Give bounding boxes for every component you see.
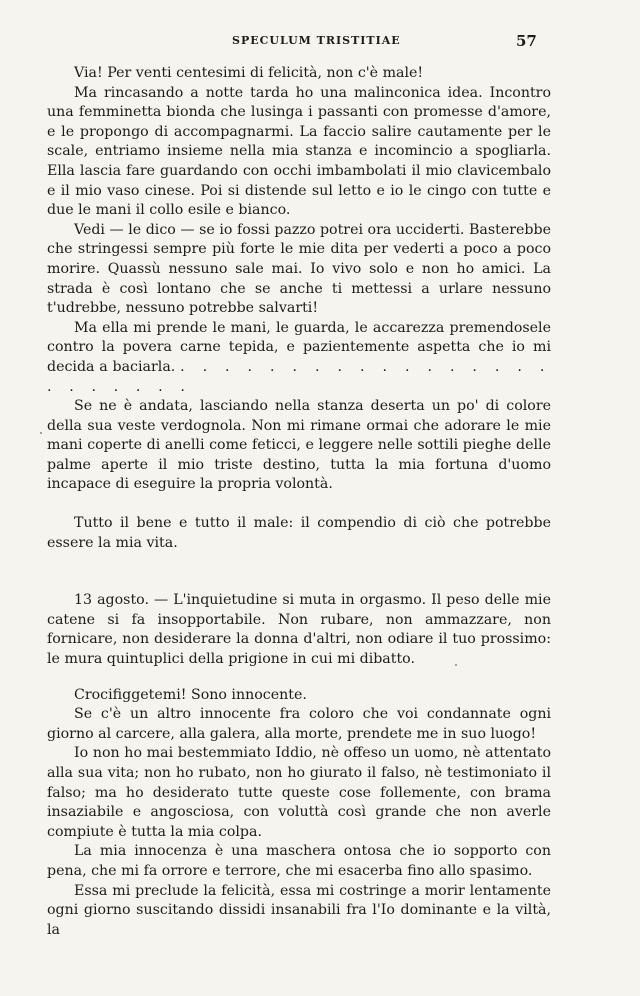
running-title: SPECULUM TRISTITIAE <box>232 34 401 47</box>
paragraph <box>47 319 551 397</box>
paper-speck <box>455 664 457 666</box>
paragraph: La mia innocenza è una maschera ontosa che io sopporto con pena, che mi fa orrore e terrore, che mi esacerba fino allo spasimo. <box>47 843 551 879</box>
paragraph: Se ne è andata, lasciando nella stanza deserta un po' di colore della sua veste verdognola. Non mi rimane ormai che adorare le mie mani coperte di anelli come feticci, e leggere nelle sottili pieghe delle palme aperte il mio triste destino, tutta la mia fortuna d'uomo incapace di eseguire la propria volontà. <box>47 398 551 493</box>
paragraph: Ma rincasando a notte tarda ho una malinconica idea. Incontro una femminetta bionda che lusinga i passanti con promesse d'amore, e le propongo di accompagnarmi. La faccio salire cautamente per le scale, entriamo insieme nella mia stanza e incomincio a spogliarla. Ella lascia fare guardando con occhi imbambolati il mio clavicembalo e il mio vaso cinese. Poi si distende sul letto e io le cingo con tutte e due le mani il collo esile e bianco. <box>47 84 551 219</box>
paragraph: Se c'è un altro innocente fra coloro che voi condannate ogni giorno al carcere, alla galera, alla morte, prendete me in suo luogo! <box>47 706 551 742</box>
paragraph: Crocifiggetemi! Sono innocente. <box>74 686 307 703</box>
page-header <box>0 32 640 52</box>
paragraph: Io non ho mai bestemmiato Iddio, nè offeso un uomo, nè attentato alla sua vita; non ho rubato, non ho giurato il falso, nè testimoniato il falso; ma ho desiderato tutte queste cose follemente, con brama insaziabile e angosciosa, con voluttà così grande che non averle compiute è tutta la mia colpa. <box>47 745 551 840</box>
page-number: 57 <box>516 32 537 50</box>
section-gap <box>47 670 551 686</box>
paper-speck <box>40 432 42 434</box>
paragraph: Essa mi preclude la felicità, essa mi costringe a morir lentamente ogni giorno suscitando dissidi insanabili fra l'Io dominante e la viltà, la <box>47 882 551 938</box>
section-gap <box>47 553 551 591</box>
paragraph: Via! Per venti centesimi di felicità, non c'è male! <box>74 65 424 81</box>
paragraph-text: Ma ella mi prende le mani, le guarda, le accarezza premendosele contro la povera carne tepida, e pazientemente aspetta che io mi decida a baciarla. <box>47 319 551 375</box>
dated-entry: 13 agosto. — L'inquietudine si muta in orgasmo. Il peso delle mie catene si fa insopportabile. Non rubare, non ammazzare, non fornicare, non desiderare la donna d'altri, non odiare il tuo prossimo: le mura quintuplici della prigione in cui mi dibatto. <box>47 592 551 668</box>
paragraph: Vedi — le dico — se io fossi pazzo potrei ora ucciderti. Basterebbe che stringessi sempre più forte le mie dita per vederti a poco a poco morire. Quassù nessuno sale mai. Io vivo solo e non ho amici. La strada è così lontano che se anche ti mettessi a urlare nessuno t'udrebbe, nessuno potrebbe salvarti! <box>47 221 551 317</box>
section-gap <box>47 495 551 514</box>
ellipsis-dots: . . . . . . . . . . . . . . . . . . . . . . . . <box>47 358 552 395</box>
paragraph: Tutto il bene e tutto il male: il compendio di ciò che potrebbe essere la mia vita. <box>47 515 551 551</box>
body-text <box>47 64 551 940</box>
